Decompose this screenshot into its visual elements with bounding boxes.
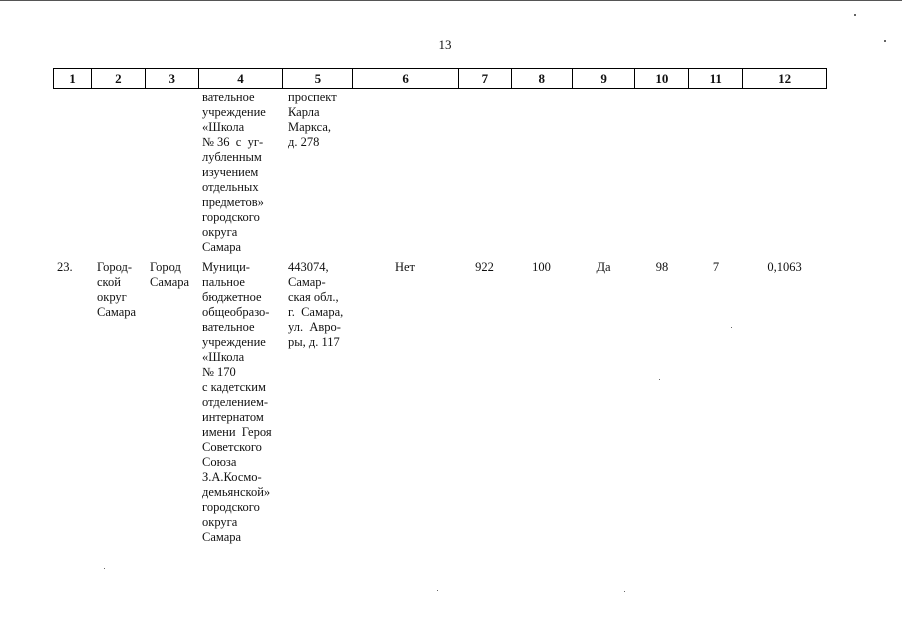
text-line: демьянской» (202, 485, 271, 499)
col12-value: 0,1063 (767, 260, 802, 274)
scan-speck (104, 568, 105, 569)
text-line: Маркса, (288, 120, 332, 134)
header-cell-11: 11 (689, 69, 743, 88)
header-cell-12: 12 (778, 70, 792, 86)
col9-value: Да (596, 260, 611, 274)
text-line: Карла (288, 105, 320, 119)
text-line: с кадетским (202, 380, 266, 394)
header-cell-10: 10 (635, 69, 689, 88)
text-line: округ (97, 290, 127, 304)
municipal-district (97, 260, 147, 320)
text-line: Союза (202, 455, 237, 469)
text-line: ская обл., (288, 290, 339, 304)
text-line: бюджетное (202, 290, 262, 304)
text-line: Город (150, 260, 181, 274)
col11-value: 7 (712, 260, 720, 274)
table-header-row (53, 68, 827, 89)
text-line: общеобразо- (202, 305, 270, 319)
text-line: Самара (202, 240, 242, 254)
text-line: 443074, (288, 260, 329, 274)
header-cell-1: 1 (54, 69, 92, 88)
text-line: пальное (202, 275, 245, 289)
header-cell-6: 6 (353, 69, 459, 88)
text-line: вательное (202, 90, 255, 104)
header-cell-8: 8 (512, 69, 573, 88)
address (288, 260, 354, 350)
header-cell-2: 2 (92, 69, 146, 88)
text-line: отдельных (202, 180, 259, 194)
col7-value: 922 (475, 260, 494, 274)
text-line: Самара (202, 530, 242, 544)
scan-speck (884, 40, 886, 42)
text-line: учреждение (202, 335, 266, 349)
text-line: имени Героя (202, 425, 272, 439)
text-line: предметов» (202, 195, 264, 209)
col10-value: 98 (655, 260, 669, 274)
scan-speck (659, 379, 660, 380)
text-line: г. Самара, (288, 305, 344, 319)
text-line: З.А.Космо- (202, 470, 262, 484)
header-cell-3: 3 (146, 69, 199, 88)
settlement (150, 260, 200, 290)
text-line: № 170 (202, 365, 236, 379)
text-line: интернатом (202, 410, 264, 424)
text-line: изучением (202, 165, 259, 179)
text-line: учреждение (202, 105, 266, 119)
top-border-line (0, 0, 902, 1)
text-line: вательное (202, 320, 255, 334)
text-line: проспект (288, 90, 337, 104)
text-line: Советского (202, 440, 262, 454)
text-line: округа (202, 225, 238, 239)
text-line: Город- (97, 260, 133, 274)
scan-speck (624, 591, 625, 592)
scan-speck (437, 590, 438, 591)
header-cell-4: 4 (199, 69, 284, 88)
text-line: № 36 с уг- (202, 135, 264, 149)
text-line: ры, д. 117 (288, 335, 340, 349)
scan-speck (854, 14, 856, 16)
header-cell-5: 5 (283, 69, 353, 88)
page-number: 13 (438, 37, 452, 52)
prev-row-organization (202, 90, 284, 255)
header-cell-7: 7 (459, 69, 512, 88)
text-line: городского (202, 210, 260, 224)
text-line: лубленным (202, 150, 262, 164)
col8-value: 100 (532, 260, 551, 274)
scan-speck (731, 327, 732, 328)
text-line: ской (97, 275, 121, 289)
col6-value: Нет (394, 260, 416, 274)
text-line: округа (202, 515, 238, 529)
text-line: «Школа (202, 350, 245, 364)
text-line: Муници- (202, 260, 250, 274)
text-line: Самара (150, 275, 190, 289)
text-line: отделением- (202, 395, 269, 409)
text-line: «Школа (202, 120, 245, 134)
text-line: ул. Авро- (288, 320, 341, 334)
text-line: городского (202, 500, 260, 514)
header-cell-9: 9 (573, 69, 636, 88)
text-line: д. 278 (288, 135, 320, 149)
text-line: Самар- (288, 275, 326, 289)
row-number: 23. (57, 260, 73, 274)
text-line: Самара (97, 305, 137, 319)
organization-name (202, 260, 286, 545)
prev-row-address (288, 90, 354, 150)
